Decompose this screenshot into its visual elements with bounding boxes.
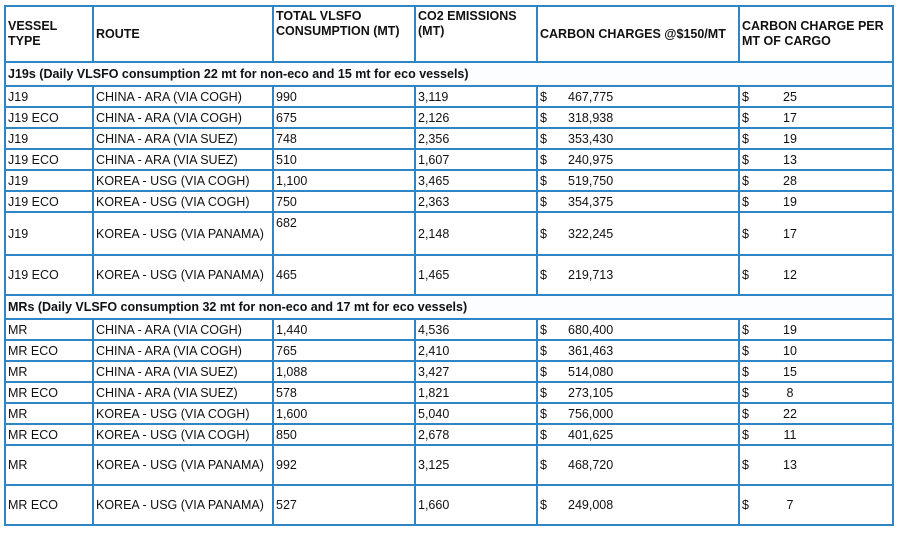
charge-cell [537,382,739,403]
header-carbon-charges: CARBON CHARGES @$150/MT [537,6,739,62]
per-mt-value: 15 [783,364,797,379]
charge-value: 273,105 [568,385,614,400]
currency-symbol: $ [540,110,547,125]
route-cell: KOREA - USG (VIA COGH) [93,170,273,191]
currency-symbol: $ [742,385,749,400]
charge-cell [537,361,739,382]
per-mt-cell [739,107,893,128]
currency-symbol: $ [540,406,547,421]
route-cell: KOREA - USG (VIA COGH) [93,191,273,212]
per-mt-cell [739,149,893,170]
currency-symbol: $ [742,152,749,167]
currency-symbol: $ [742,343,749,358]
table-row [5,170,893,191]
route-cell: CHINA - ARA (VIA COGH) [93,107,273,128]
vlsfo-cell: 1,440 [273,319,415,340]
carbon-charges-table-container [4,5,894,526]
charge-cell [537,485,739,525]
route-cell: CHINA - ARA (VIA SUEZ) [93,149,273,170]
charge-cell [537,86,739,107]
co2-cell: 1,607 [415,149,537,170]
route-cell: CHINA - ARA (VIA SUEZ) [93,128,273,149]
per-mt-value: 17 [783,110,797,125]
route-cell: CHINA - ARA (VIA COGH) [93,319,273,340]
currency-symbol: $ [540,458,547,472]
route-cell: CHINA - ARA (VIA SUEZ) [93,361,273,382]
header-charge-per-mt: CARBON CHARGE PER MT OF CARGO [739,6,893,62]
charge-cell [537,403,739,424]
header-co2-emissions: CO2 EMISSIONS (MT) [415,6,537,62]
per-mt-cell [739,212,893,255]
header-row [5,6,893,62]
vlsfo-cell: 465 [273,255,415,295]
header-route: ROUTE [93,6,273,62]
co2-cell: 1,465 [415,255,537,295]
charge-value: 322,245 [568,226,614,241]
table-row [5,86,893,107]
vlsfo-cell: 682 [273,212,415,255]
currency-symbol: $ [540,498,547,512]
vessel-cell: MR ECO [5,424,93,445]
vessel-cell: MR ECO [5,382,93,403]
per-mt-value: 25 [783,89,797,104]
per-mt-value: 7 [786,498,794,512]
vlsfo-cell: 1,088 [273,361,415,382]
per-mt-cell [739,445,893,485]
charge-value: 401,625 [568,427,614,442]
vlsfo-cell: 675 [273,107,415,128]
table-row [5,107,893,128]
co2-cell: 3,465 [415,170,537,191]
vessel-cell: J19 [5,128,93,149]
per-mt-cell [739,191,893,212]
table-row [5,191,893,212]
charge-value: 514,080 [568,364,614,379]
group-row-j19 [5,62,893,86]
vessel-cell: MR [5,319,93,340]
per-mt-value: 8 [786,385,794,400]
charge-value: 519,750 [568,173,614,188]
charge-cell [537,445,739,485]
co2-cell: 2,356 [415,128,537,149]
co2-cell: 3,125 [415,445,537,485]
currency-symbol: $ [540,226,547,241]
per-mt-cell [739,255,893,295]
charge-cell [537,424,739,445]
currency-symbol: $ [742,110,749,125]
currency-symbol: $ [540,194,547,209]
co2-cell: 3,119 [415,86,537,107]
vessel-cell: MR [5,361,93,382]
currency-symbol: $ [540,268,547,282]
charge-value: 361,463 [568,343,614,358]
co2-cell: 2,126 [415,107,537,128]
per-mt-cell [739,86,893,107]
currency-symbol: $ [540,131,547,146]
per-mt-cell [739,424,893,445]
charge-cell [537,170,739,191]
table-row [5,128,893,149]
vessel-cell: J19 [5,212,93,255]
per-mt-value: 13 [783,152,797,167]
charge-cell [537,107,739,128]
charge-value: 467,775 [568,89,614,104]
per-mt-cell [739,128,893,149]
currency-symbol: $ [540,364,547,379]
charge-cell [537,128,739,149]
co2-cell: 1,660 [415,485,537,525]
charge-value: 354,375 [568,194,614,209]
route-cell: KOREA - USG (VIA PANAMA) [93,445,273,485]
currency-symbol: $ [742,364,749,379]
per-mt-cell [739,403,893,424]
route-cell: CHINA - ARA (VIA SUEZ) [93,382,273,403]
group-row-mr [5,295,893,319]
table-row [5,445,893,485]
per-mt-value: 17 [783,226,797,241]
vlsfo-cell: 527 [273,485,415,525]
charge-value: 219,713 [568,268,614,282]
per-mt-value: 12 [783,268,797,282]
per-mt-cell [739,340,893,361]
per-mt-cell [739,382,893,403]
per-mt-cell [739,170,893,191]
co2-cell: 3,427 [415,361,537,382]
charge-value: 756,000 [568,406,614,421]
currency-symbol: $ [742,498,749,512]
vessel-cell: J19 [5,170,93,191]
vlsfo-cell: 765 [273,340,415,361]
vlsfo-cell: 750 [273,191,415,212]
route-cell: KOREA - USG (VIA COGH) [93,424,273,445]
currency-symbol: $ [742,268,749,282]
currency-symbol: $ [742,427,749,442]
table-row [5,340,893,361]
route-cell: KOREA - USG (VIA PANAMA) [93,255,273,295]
co2-cell: 2,363 [415,191,537,212]
header-total-vlsfo: TOTAL VLSFO CONSUMPTION (MT) [273,6,415,62]
table-row [5,149,893,170]
vessel-cell: MR ECO [5,485,93,525]
currency-symbol: $ [540,152,547,167]
currency-symbol: $ [742,173,749,188]
per-mt-value: 10 [783,343,797,358]
carbon-charges-table [4,5,894,526]
table-row [5,212,893,255]
per-mt-value: 13 [783,458,797,472]
per-mt-cell [739,319,893,340]
vlsfo-cell: 850 [273,424,415,445]
table-row [5,403,893,424]
currency-symbol: $ [742,131,749,146]
vessel-cell: MR [5,445,93,485]
per-mt-value: 19 [783,322,797,337]
co2-cell: 2,678 [415,424,537,445]
currency-symbol: $ [540,89,547,104]
charge-value: 240,975 [568,152,614,167]
charge-cell [537,255,739,295]
charge-cell [537,319,739,340]
table-row [5,255,893,295]
per-mt-value: 11 [783,427,797,442]
vessel-cell: J19 [5,86,93,107]
vessel-cell: J19 ECO [5,191,93,212]
co2-cell: 4,536 [415,319,537,340]
per-mt-cell [739,485,893,525]
currency-symbol: $ [742,458,749,472]
currency-symbol: $ [540,427,547,442]
table-row [5,319,893,340]
co2-cell: 2,148 [415,212,537,255]
co2-cell: 2,410 [415,340,537,361]
per-mt-value: 19 [783,131,797,146]
route-cell: KOREA - USG (VIA PANAMA) [93,485,273,525]
vlsfo-cell: 510 [273,149,415,170]
vessel-cell: MR ECO [5,340,93,361]
table-row [5,361,893,382]
co2-cell: 5,040 [415,403,537,424]
charge-cell [537,191,739,212]
per-mt-cell [739,361,893,382]
vlsfo-cell: 990 [273,86,415,107]
vlsfo-cell: 1,600 [273,403,415,424]
route-cell: CHINA - ARA (VIA COGH) [93,340,273,361]
vlsfo-cell: 578 [273,382,415,403]
route-cell: KOREA - USG (VIA COGH) [93,403,273,424]
per-mt-value: 19 [783,194,797,209]
route-cell: KOREA - USG (VIA PANAMA) [93,212,273,255]
charge-cell [537,340,739,361]
table-row [5,424,893,445]
vessel-cell: J19 ECO [5,255,93,295]
currency-symbol: $ [742,406,749,421]
vessel-cell: J19 ECO [5,149,93,170]
vlsfo-cell: 748 [273,128,415,149]
charge-cell [537,149,739,170]
group-title: J19s (Daily VLSFO consumption 22 mt for non-eco and 15 mt for eco vessels) [5,62,893,86]
vessel-cell: J19 ECO [5,107,93,128]
vessel-cell: MR [5,403,93,424]
route-cell: CHINA - ARA (VIA COGH) [93,86,273,107]
currency-symbol: $ [742,226,749,241]
currency-symbol: $ [742,89,749,104]
currency-symbol: $ [540,343,547,358]
vlsfo-cell: 992 [273,445,415,485]
charge-value: 249,008 [568,498,614,512]
per-mt-value: 28 [783,173,797,188]
table-row [5,485,893,525]
currency-symbol: $ [540,173,547,188]
group-title: MRs (Daily VLSFO consumption 32 mt for non-eco and 17 mt for eco vessels) [5,295,893,319]
charge-value: 353,430 [568,131,614,146]
table-row [5,382,893,403]
charge-value: 468,720 [568,458,614,472]
currency-symbol: $ [540,385,547,400]
vlsfo-cell: 1,100 [273,170,415,191]
co2-cell: 1,821 [415,382,537,403]
header-vessel-type: VESSEL TYPE [5,6,93,62]
per-mt-value: 22 [783,406,797,421]
charge-value: 680,400 [568,322,614,337]
charge-cell [537,212,739,255]
currency-symbol: $ [742,194,749,209]
currency-symbol: $ [742,322,749,337]
currency-symbol: $ [540,322,547,337]
charge-value: 318,938 [568,110,614,125]
